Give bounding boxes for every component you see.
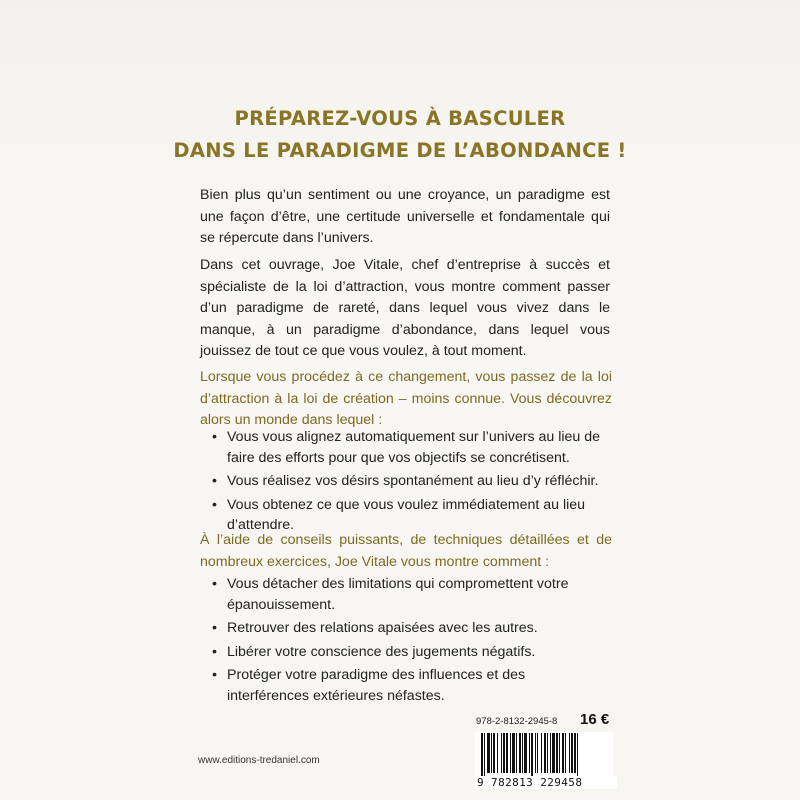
list-item-text: Protéger votre paradigme des influences et des interférences extérieures néfastes. xyxy=(227,667,526,704)
list-item-text: Vous obtenez ce que vous voulez immédiatement au lieu d’attendre. xyxy=(227,496,586,533)
publisher-website: www.editions-tredaniel.com xyxy=(198,755,320,766)
list-item-text: Vous détacher des limitations qui compromettent votre épanouissement. xyxy=(227,576,569,613)
list-item xyxy=(210,574,605,615)
bullet-icon: • xyxy=(212,496,217,513)
highlight-paragraph-1: Lorsque vous procédez à ce changement, vous passez de la loi d’attraction à la loi de création – moins connue. Vous découvrez alors un monde dans lequel : xyxy=(200,369,612,428)
author-paragraph: Dans cet ouvrage, Joe Vitale, chef d’entreprise à succès et spécialiste de la loi d’attraction, vous montre comment passer d’un paradigme de rareté, dans lequel vous vivez dans le manque, à un paradigme d’abondance, dans lequel vous jouissez de tout ce que vous voulez, à tout moment. xyxy=(200,257,610,359)
intro-paragraph: Bien plus qu’un sentiment ou une croyance, un paradigme est une façon d’être, une certitude universelle et fondamentale qui se répercute dans l’univers. xyxy=(200,187,610,246)
benefits-list xyxy=(210,427,605,539)
list-item xyxy=(210,618,605,639)
isbn-number: 978-2-8132-2945-8 xyxy=(476,716,558,727)
barcode-icon xyxy=(477,733,611,777)
barcode-digits: 9 782813 229458 xyxy=(475,776,617,789)
headline-line-1: PRÉPAREZ-VOUS À BASCULER xyxy=(234,107,566,130)
bullet-icon: • xyxy=(212,473,217,489)
bullet-icon: • xyxy=(212,643,217,660)
headline-line-2: DANS LE PARADIGME DE L’ABONDANCE ! xyxy=(173,139,627,162)
highlight-paragraph-2: À l’aide de conseils puissants, de techniques détaillées et de nombreux exercices, Joe Vitale vous montre comment : xyxy=(200,532,612,570)
list-item xyxy=(210,665,605,706)
methods-list xyxy=(210,574,605,709)
bullet-icon: • xyxy=(212,667,217,683)
list-item-text: Libérer votre conscience des jugements négatifs. xyxy=(227,643,536,660)
list-item-text: Retrouver des relations apaisées avec les autres. xyxy=(227,620,538,636)
bullet-icon: • xyxy=(212,620,217,636)
barcode xyxy=(475,732,613,778)
list-item-text: Vous réalisez vos désirs spontanément au lieu d’y réfléchir. xyxy=(227,473,599,489)
price-label: 16 € xyxy=(580,711,610,728)
list-item xyxy=(210,471,605,492)
bullet-icon: • xyxy=(212,576,217,592)
list-item xyxy=(210,642,605,663)
list-item xyxy=(210,427,605,468)
list-item-text: Vous vous alignez automatiquement sur l’univers au lieu de faire des efforts pour que vos objectifs se concrétisent. xyxy=(227,429,601,466)
bullet-icon: • xyxy=(212,429,217,445)
